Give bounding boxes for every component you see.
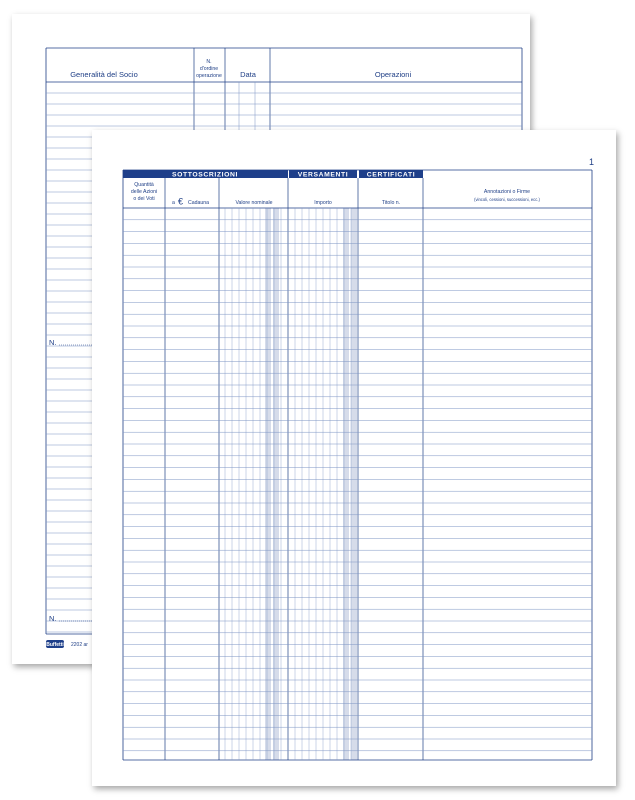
product-code: 2202 ar [71, 642, 88, 648]
header-annotazioni-subtitle: (vincoli, cessioni, successioni, ecc.) [474, 197, 540, 202]
front-page-form [92, 130, 616, 786]
header-operazioni: Operazioni [374, 70, 412, 79]
header-valore-nominale: Valore nominale [235, 200, 273, 206]
header-generalita-socio: Generalità del Socio [70, 70, 138, 79]
header-numero-ordine-line1: N. [206, 59, 212, 65]
header-data: Data [240, 70, 256, 79]
header-titolo: Titolo n. [381, 200, 401, 206]
header-quantita-line3: o dei Voti [133, 196, 155, 202]
header-bands [123, 170, 423, 179]
header-quantita-line2: delle Azioni [130, 189, 158, 195]
member-number-label-bottom: N. [49, 614, 57, 623]
svg-text:Buffetti: Buffetti [46, 642, 64, 648]
euro-symbol: € [178, 196, 184, 207]
publisher-logo [46, 640, 64, 648]
member-number-label-top: N. [49, 338, 57, 347]
header-cadauna: Cadauna [188, 200, 210, 206]
band-label-certificati: CERTIFICATI [366, 171, 416, 179]
front-register-page [92, 130, 616, 786]
band-label-versamenti: VERSAMENTI [297, 171, 349, 179]
header-importo: Importo [314, 200, 332, 206]
header-numero-ordine-line3: operazione [196, 73, 222, 79]
header-cadauna-prefix: a [172, 200, 175, 206]
header-quantita-line1: Quantità [134, 182, 154, 188]
header-annotazioni: Annotazioni o Firme [483, 189, 531, 195]
band-label-sottoscrizioni: SOTTOSCRIZIONI [171, 171, 239, 179]
page-number: 1 [589, 157, 595, 167]
header-numero-ordine-line2: d'ordine [199, 66, 219, 72]
front-grid-lines [123, 170, 592, 760]
